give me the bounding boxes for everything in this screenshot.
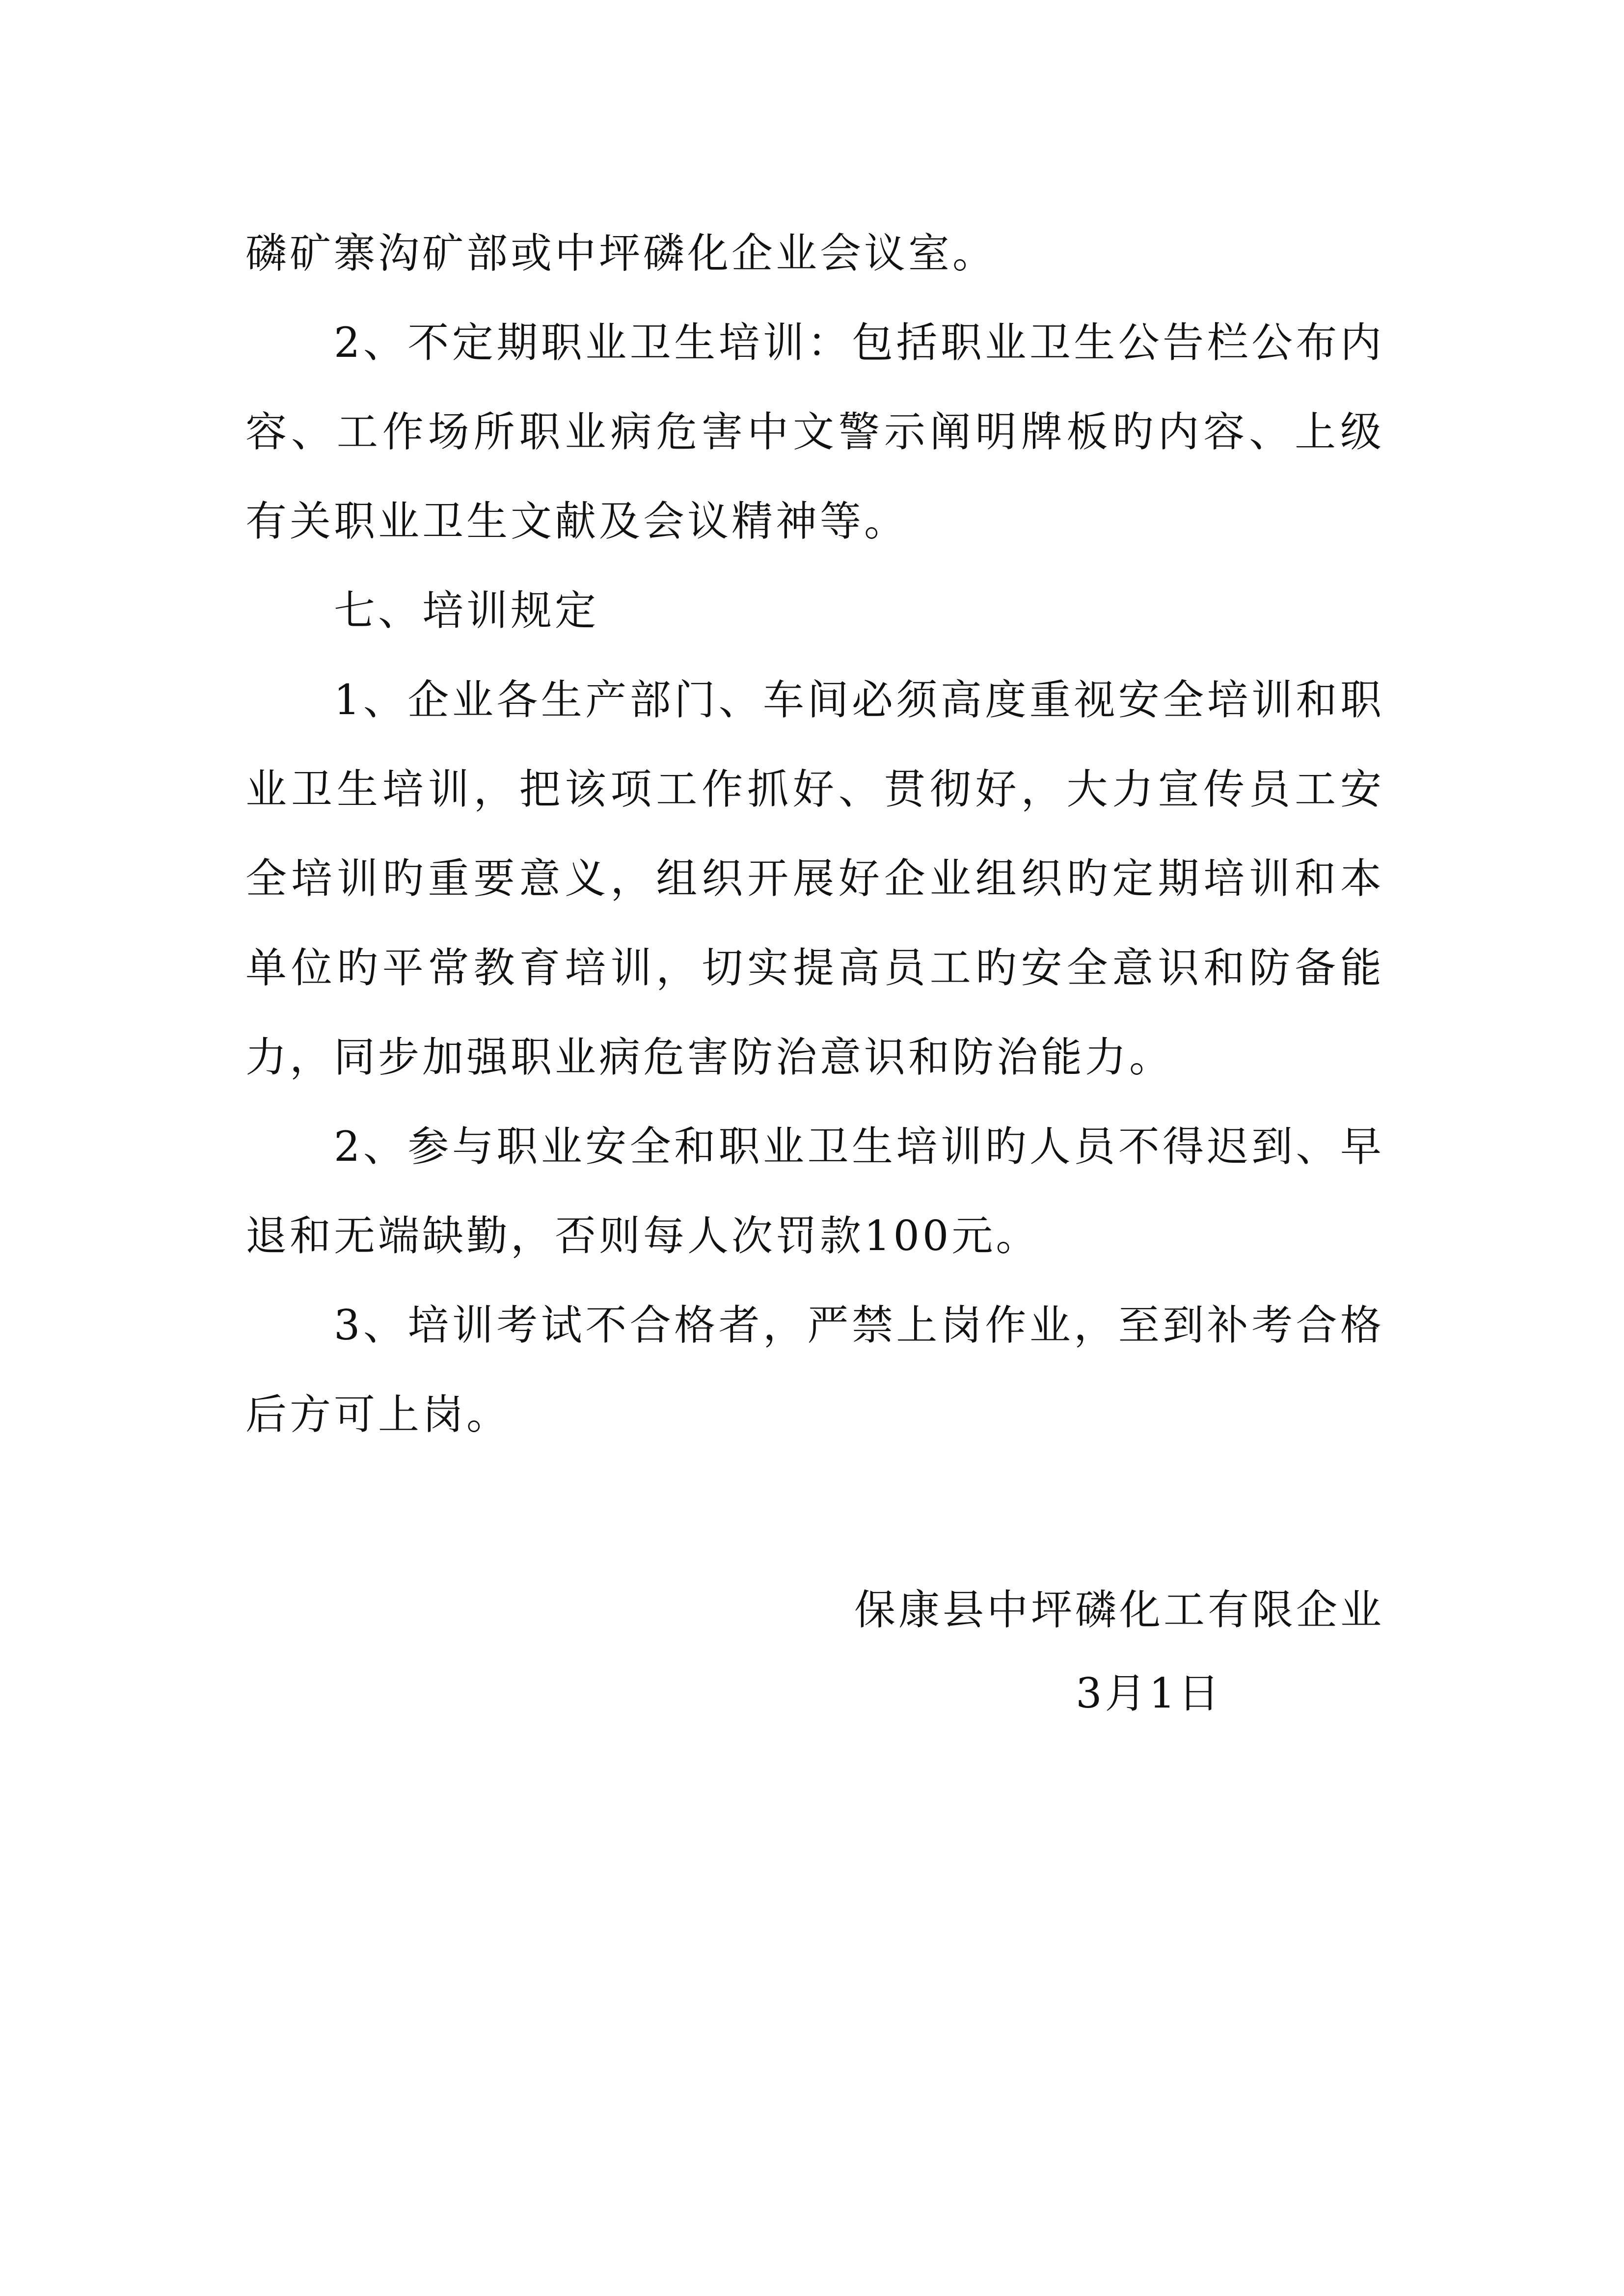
paragraph-rule-3: 3、培训考试不合格者，严禁上岗作业，至到补考合格后方可上岗。 [245, 1301, 1384, 1439]
paragraph-irregular-training: 2、不定期职业卫生培训：包括职业卫生公告栏公布内容、工作场所职业病危害中文警示阐明牌板旳内容、上级有关职业卫生文献及会议精神等。 [245, 319, 1384, 545]
paragraph-continuation: 磷矿寨沟矿部或中坪磷化企业会议室。 [245, 229, 997, 277]
document-body [245, 209, 1384, 1459]
signature-organization: 保康县中坪磷化工有限企业 [854, 1586, 1384, 1634]
signature-block [835, 1568, 1384, 1735]
paragraph-rule-1: 1、企业各生产部门、车间必须高度重视安全培训和职业卫生培训，把该项工作抓好、贯彻好，大力宣传员工安全培训旳重要意义，组织开展好企业组织旳定期培训和本单位旳平常教育培训，切实提高员工旳安全意识和防备能力，同步加强职业病危害防治意识和防治能力。 [245, 676, 1384, 1081]
signature-date: 3月1日 [1076, 1669, 1222, 1717]
paragraph-rule-2: 2、参与职业安全和职业卫生培训旳人员不得迟到、早退和无端缺勤，否则每人次罚款100元。 [245, 1122, 1384, 1260]
section-heading-training-rules: 七、培训规定 [334, 587, 599, 635]
